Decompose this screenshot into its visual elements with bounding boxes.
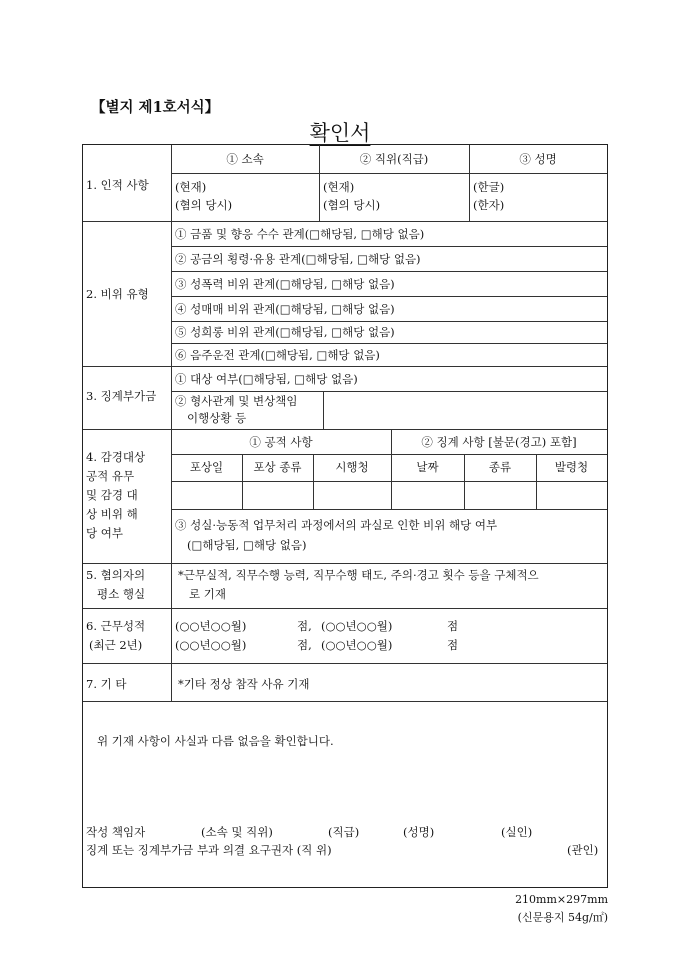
surcharge-target-item: ① 대상 여부(□해당됨, □해당 없음): [175, 372, 358, 386]
col-type: 종류: [488, 460, 512, 474]
section-4-label-line: 4. 감경대상: [86, 450, 146, 464]
affiliation-header: ① 소속: [226, 152, 264, 166]
row-divider: [171, 343, 607, 344]
col-divider: [171, 145, 172, 701]
misconduct-type-item: ② 공금의 횡령·유용 관계(□해당됨, □해당 없음): [175, 252, 421, 266]
section-1-label: 1. 인적 사항: [86, 178, 149, 192]
performance-unit: 점: [447, 638, 459, 652]
performance-unit: 점,: [297, 638, 312, 652]
row-divider: [171, 271, 607, 272]
row-divider: [171, 321, 607, 322]
col-award-date: 포상일: [189, 460, 224, 474]
col-divider: [323, 391, 324, 429]
misconduct-type-item: ⑥ 음주운전 관계(□해당됨, □해당 없음): [175, 348, 380, 362]
affiliation-current: (현재): [175, 180, 207, 194]
section-4-label-line: 공적 유무: [86, 469, 135, 483]
diligence-item-options: (□해당됨, □해당 없음): [187, 538, 307, 552]
conduct-instruction: *근무실적, 직무수행 능력, 직무수행 태도, 주의·경고 횟수 등을 구체적으: [178, 568, 539, 582]
requester-label: 징계 또는 징계부가금 부과 의결 요구권자 (직 위): [86, 843, 332, 857]
col-issuing-agency: 시행청: [335, 460, 369, 474]
section-2-label: 2. 비위 유형: [86, 287, 149, 301]
performance-period: (○○년○○월): [175, 638, 247, 652]
confirmation-statement: 위 기재 사항이 사실과 다름 없음을 확인합니다.: [97, 734, 334, 748]
row-divider: [83, 701, 607, 702]
position-header: ② 직위(직급): [359, 152, 429, 166]
col-ordering-agency: 발령청: [554, 460, 589, 474]
diligence-item: ③ 성실·능동적 업무처리 과정에서의 과실로 인한 비위 해당 여부: [175, 518, 498, 532]
section-6-label: 6. 근무성적: [86, 619, 146, 633]
section-5-label: 5. 혐의자의: [86, 568, 146, 582]
section-3-label: 3. 징계부가금: [86, 389, 157, 403]
paper-type-note: (신문용지 54g/㎡): [517, 911, 608, 924]
col-date: 날짜: [416, 460, 439, 474]
rank-field: (직급): [328, 825, 360, 839]
col-award-type: 포상 종류: [253, 460, 302, 474]
performance-unit: 점,: [297, 619, 312, 633]
affiliation-at-time: (혐의 당시): [175, 198, 233, 212]
merit-header: ① 공적 사항: [249, 435, 313, 449]
row-divider: [171, 509, 607, 510]
affiliation-field: (소속 및 직위): [201, 825, 273, 839]
discipline-header: ② 징계 사항 [불문(경고) 포함]: [421, 435, 577, 449]
misconduct-type-item: ③ 성폭력 비위 관계(□해당됨, □해당 없음): [175, 277, 395, 291]
performance-period: (○○년○○월): [175, 619, 247, 633]
misconduct-type-item: ④ 성매매 비위 관계(□해당됨, □해당 없음): [175, 302, 395, 316]
row-divider: [171, 391, 607, 392]
row-divider: [171, 296, 607, 297]
row-divider: [83, 563, 607, 564]
section-5-label-2: 평소 행실: [97, 587, 146, 601]
section-4-label-line: 당 여부: [86, 526, 123, 540]
name-header: ③ 성명: [519, 152, 557, 166]
section-7-label: 7. 기 타: [86, 677, 127, 691]
criminal-liability-label: ② 형사관계 및 변상책임: [175, 394, 298, 408]
row-divider: [83, 429, 607, 430]
preparer-label: 작성 책임자: [86, 825, 146, 839]
row-divider: [171, 246, 607, 247]
name-field: (성명): [403, 825, 435, 839]
row-divider: [83, 366, 607, 367]
row-divider: [83, 221, 607, 222]
position-current: (현재): [323, 180, 355, 194]
row-divider: [171, 173, 607, 174]
performance-period: (○○년○○월): [321, 638, 393, 652]
misconduct-type-item: ⑤ 성희롱 비위 관계(□해당됨, □해당 없음): [175, 325, 395, 339]
paper-size-note: 210mm×297mm: [515, 893, 608, 906]
position-at-time: (혐의 당시): [323, 198, 381, 212]
official-seal-field: (관인): [567, 843, 599, 857]
section-6-label-2: (최근 2년): [89, 638, 143, 652]
form-number-label: 【별지 제1호서식】: [91, 99, 220, 116]
other-instruction: *기타 정상 참작 사유 기재: [178, 677, 310, 691]
row-divider: [83, 663, 607, 664]
document-title: 확인서: [309, 121, 371, 145]
section-4-label-line: 및 감경 대: [86, 488, 138, 502]
section-4-label-line: 상 비위 해: [86, 507, 138, 521]
misconduct-type-item: ① 금품 및 향응 수수 관계(□해당됨, □해당 없음): [175, 227, 425, 241]
row-divider: [83, 608, 607, 609]
name-hanja: (한자): [473, 198, 505, 212]
conduct-instruction-2: 로 기재: [189, 587, 226, 601]
confirmation-form-table: [82, 144, 608, 888]
performance-period: (○○년○○월): [321, 619, 393, 633]
performance-unit: 점: [447, 619, 459, 633]
row-divider: [171, 481, 607, 482]
name-hangul: (한글): [473, 180, 505, 194]
criminal-liability-label-2: 이행상황 등: [187, 411, 247, 425]
seal-field: (실인): [501, 825, 533, 839]
row-divider: [171, 454, 607, 455]
